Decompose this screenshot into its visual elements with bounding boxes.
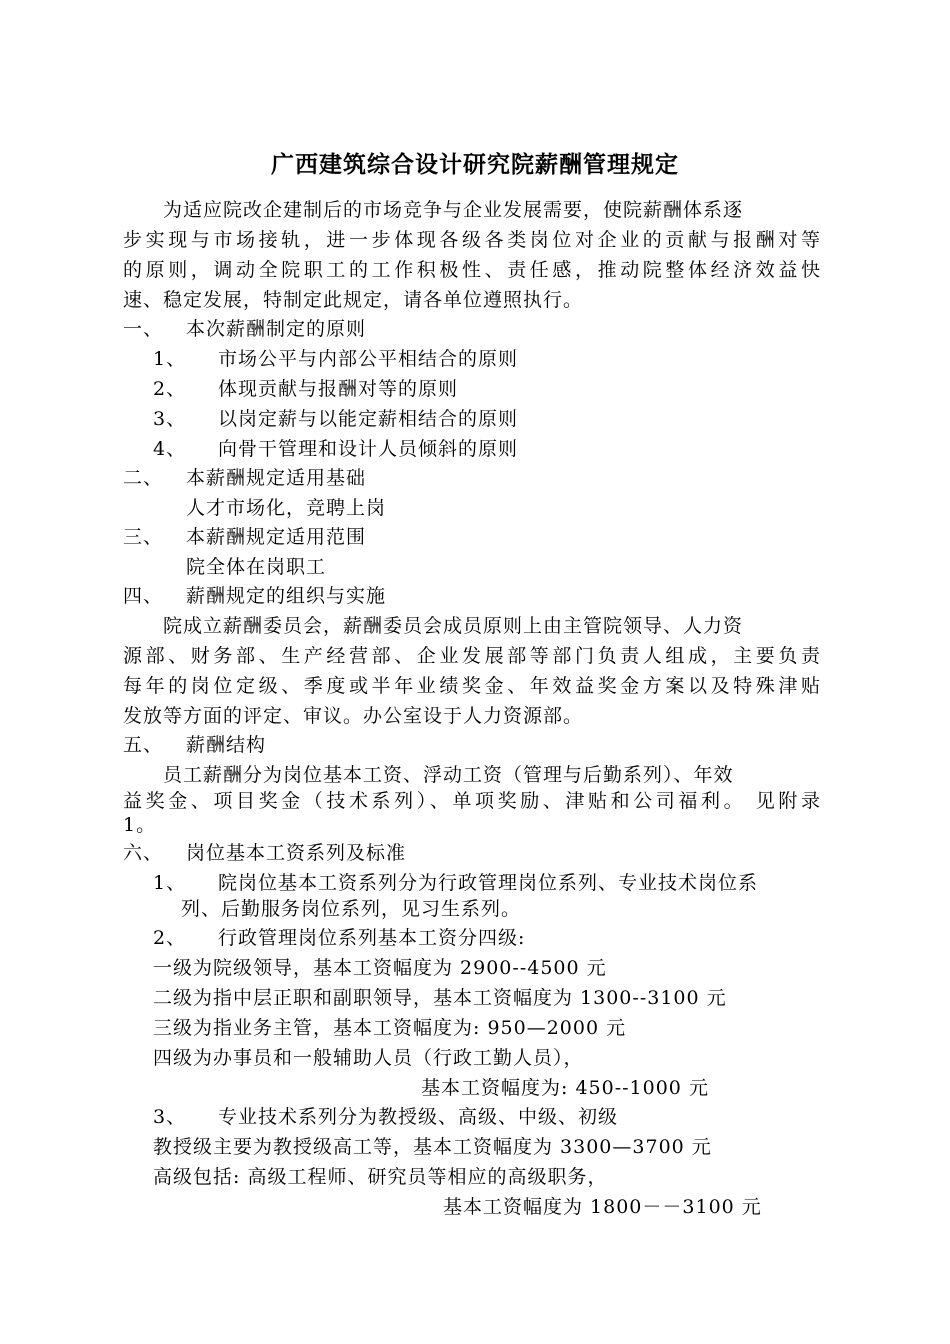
section-2-body: 人才市场化，竞聘上岗 [186, 497, 387, 519]
section-1-item-4-text: 向骨干管理和设计人员倾斜的原则 [218, 438, 519, 460]
section-2-number: 二、 [123, 467, 164, 489]
section-3-number: 三、 [123, 526, 164, 548]
section-5-line-3: 1。 [123, 814, 157, 836]
section-1-item-4-number: 4、 [153, 438, 187, 460]
admin-level-3: 三级为指业务主管，基本工资幅度为: 950—2000 元 [153, 1017, 627, 1039]
section-1-item-3-number: 3、 [153, 408, 187, 430]
section-6-heading: 岗位基本工资系列及标准 [186, 842, 407, 864]
section-1-number: 一、 [123, 318, 164, 340]
document-title: 广西建筑综合设计研究院薪酬管理规定 [271, 152, 679, 178]
section-4-line-2: 源部、财务部、生产经营部、企业发展部等部门负责人组成，主要负责 [123, 645, 821, 667]
section-1-item-3-text: 以岗定薪与以能定薪相结合的原则 [218, 408, 519, 430]
section-3-heading: 本薪酬规定适用范围 [186, 526, 367, 548]
section-6-item-3-number: 3、 [153, 1106, 187, 1128]
section-6-item-1-line-2: 列、后勤服务岗位系列，见习生系列。 [181, 898, 522, 920]
intro-line-4: 速、稳定发展，特制定此规定，请各单位遵照执行。 [123, 289, 584, 311]
section-6-item-1-line-1: 院岗位基本工资系列分为行政管理岗位系列、专业技术岗位系 [218, 872, 759, 894]
intro-line-1: 为适应院改企建制后的市场竞争与企业发展需要，使院薪酬体系逐 [163, 199, 744, 221]
section-5-number: 五、 [123, 734, 164, 756]
section-5-line-1: 员工薪酬分为岗位基本工资、浮动工资（管理与后勤系列）、年效 [163, 764, 734, 786]
admin-level-1: 一级为院级领导，基本工资幅度为 2900--4500 元 [153, 957, 607, 979]
admin-level-4: 四级为办事员和一般辅助人员（行政工勤人员）， [153, 1047, 584, 1069]
section-5-line-2: 益奖金、项目奖金（技术系列）、单项奖励、津贴和公司福利。 见附录 [123, 790, 821, 812]
section-1-item-2-text: 体现贡献与报酬对等的原则 [218, 378, 459, 400]
section-4-line-3: 每年的岗位定级、季度或半年业绩奖金、年效益奖金方案以及特殊津贴 [123, 675, 821, 697]
section-2-heading: 本薪酬规定适用基础 [186, 467, 367, 489]
intro-line-2: 步实现与市场接轨，进一步体现各级各类岗位对企业的贡献与报酬对等 [123, 229, 821, 251]
intro-line-3: 的原则，调动全院职工的工作积极性、责任感，推动院整体经济效益快 [123, 259, 821, 281]
section-6-item-2-number: 2、 [153, 927, 187, 949]
section-6-item-3-text: 专业技术系列分为教授级、高级、中级、初级 [218, 1106, 619, 1128]
section-4-number: 四、 [123, 585, 164, 607]
admin-level-2: 二级为指中层正职和副职领导，基本工资幅度为 1300--3100 元 [153, 987, 727, 1009]
section-4-heading: 薪酬规定的组织与实施 [186, 585, 387, 607]
section-4-line-1: 院成立薪酬委员会，薪酬委员会成员原则上由主管院领导、人力资 [163, 615, 744, 637]
tech-senior-level: 高级包括: 高级工程师、研究员等相应的高级职务， [153, 1166, 608, 1188]
tech-senior-range: 基本工资幅度为 1800－－3100 元 [443, 1196, 762, 1218]
admin-level-4-range: 基本工资幅度为: 450--1000 元 [421, 1077, 709, 1099]
section-1-item-1-text: 市场公平与内部公平相结合的原则 [218, 348, 519, 370]
section-1-item-1-number: 1、 [153, 348, 187, 370]
section-1-heading: 本次薪酬制定的原则 [186, 318, 367, 340]
section-5-heading: 薪酬结构 [186, 734, 267, 756]
section-6-item-2-text: 行政管理岗位系列基本工资分四级: [218, 927, 526, 949]
section-4-line-4: 发放等方面的评定、审议。办公室设于人力资源部。 [123, 705, 584, 727]
section-3-body: 院全体在岗职工 [186, 556, 327, 578]
tech-professor-level: 教授级主要为教授级高工等，基本工资幅度为 3300—3700 元 [153, 1136, 712, 1158]
section-1-item-2-number: 2、 [153, 378, 187, 400]
section-6-number: 六、 [123, 842, 164, 864]
section-6-item-1-number: 1、 [153, 872, 187, 894]
